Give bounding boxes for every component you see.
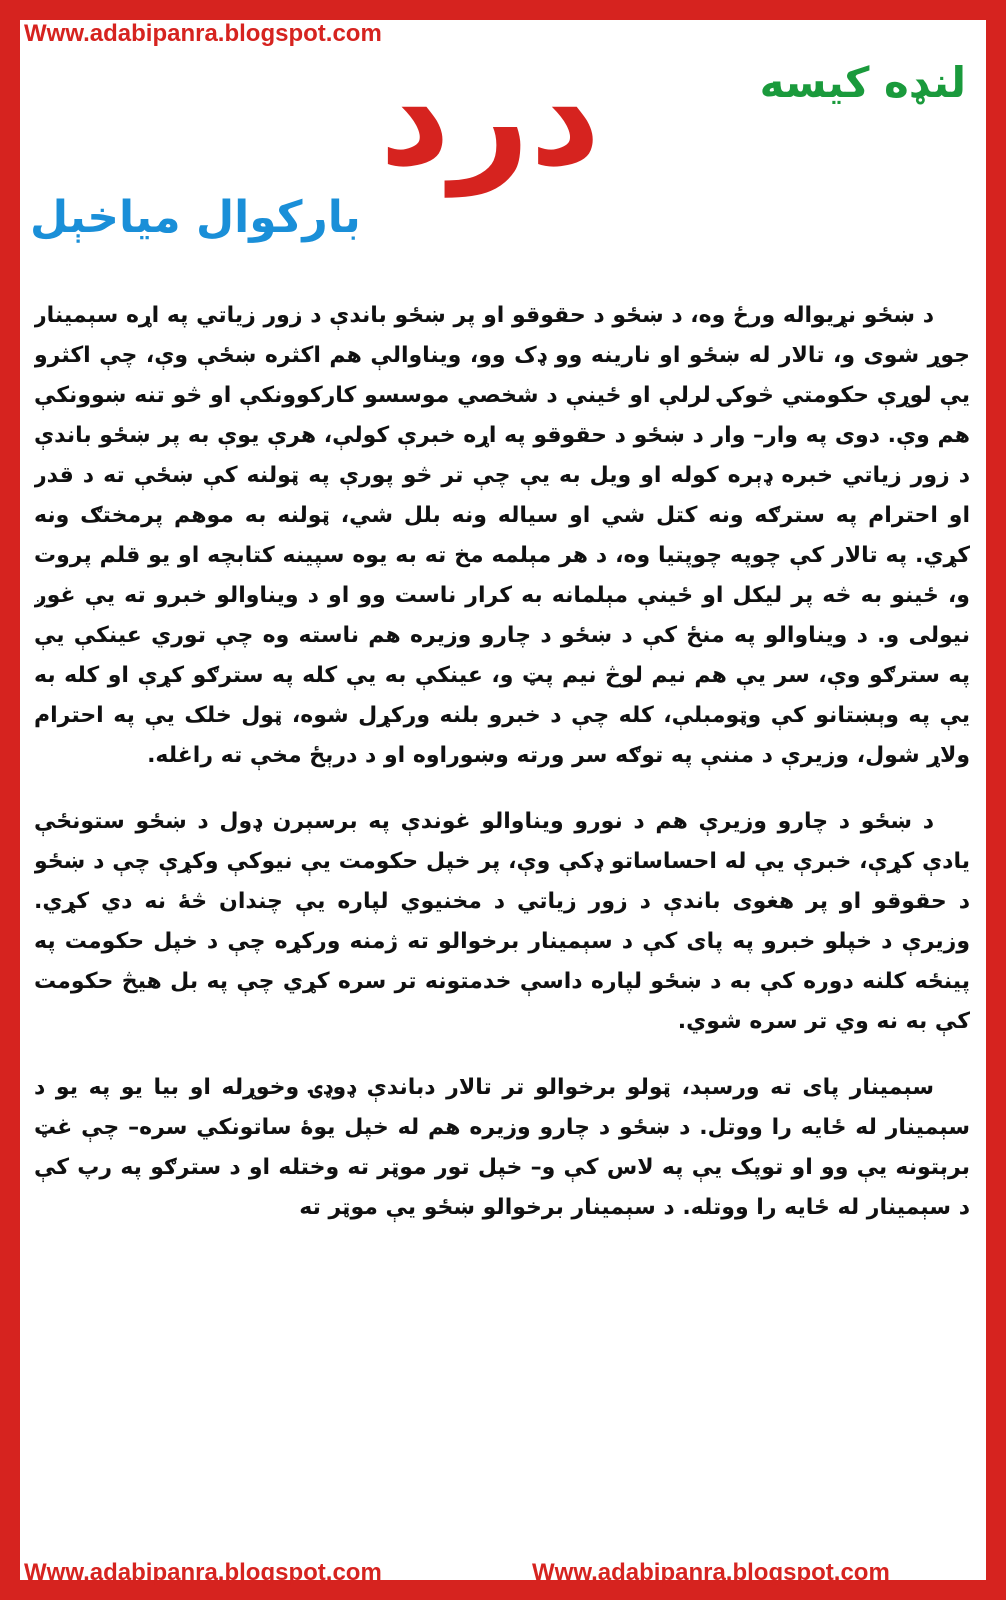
blog-url-bottom-left: Www.adabipanra.blogspot.com	[24, 1559, 382, 1586]
author-name: بارکوال میاخېل	[30, 192, 361, 243]
blog-url-bottom-right: Www.adabipanra.blogspot.com	[532, 1559, 890, 1586]
story-paragraph-1: د ښځو نړیواله ورځ وه، د ښځو د حقوقو او پر ښځو باندې د زور زیاتي په اړه سېمینار جوړ شوی و، تالار له ښځو او نارینه وو ډک وو، ویناوالې هم اکثره ښځې وې، چې اکثرو یې لوړې حکومتي څوکۍ لرلې او ځینې د شخصي موسسو کارکوونکې او څو تنه ښوونکې هم وې. دوی په وار– وار د ښځو د حقوقو په اړه خبرې کولې، هرې یوې به پر ښځو باندې د زور زیاتي خبره ډېره کوله او ویل به یې چې تر څو پورې په ټولنه کې ښځې ته د قدر او احترام په سترګه ونه کتل شي او سیاله ونه بلل شي، ټولنه به موهم پرمختګ ونه کړي. په تالار کې چوپه چوپتیا وه، د هر مېلمه مخ ته به یوه سپینه کتابچه او یو قلم پروت و، ځینو به څه پر لیکل او ځینې مېلمانه به کرار ناست وو او د ویناوالو خبرو ته یې غوږ نیولی و. د ویناوالو په منځ کې د ښځو د چارو وزیره هم ناسته وه چې توري عینکې یې په سترګو وې، سر یې هم نیم لوڅ نیم پټ و، عینکې به یې کله په سترګو کړې او کله به یې په وېښتانو کې وټومبلې، کله چې د خبرو بلنه ورکړل شوه، ټول خلک یې په احترام ولاړ شول، وزیرې د مننې په توګه سر ورته وښوراوه او د درېځ مخې ته راغله.	[34, 303, 970, 768]
story-paragraph-2: د ښځو د چارو وزیرې هم د نورو ویناوالو غوندې په برسېرن ډول د ښځو ستونځې یادې کړې، خبرې یې له احساساتو ډکې وې، پر خپل حکومت یې نیوکې وکړې چې د ښځو د حقوقو او پر هغوی باندې د زور زیاتي د مخنیوي لپاره یې چندان څۀ نه دي کړي. وزیرې د خپلو خبرو په پای کې د سېمینار برخوالو ته ژمنه ورکړه چې د خپل حکومت په پینځه کلنه دوره کې به د ښځو لپاره داسې خدمتونه تر سره کړي چې په بل هیڅ حکومت کې به نه وي تر سره شوي.	[34, 809, 970, 1034]
story-paragraph-3: سېمینار پای ته ورسېد، ټولو برخوالو تر تالار دباندې ډوډۍ وخوړله او بیا یو په یو د سېمینار له ځایه را ووتل. د ښځو د چارو وزیره هم له خپل یوۀ ساتونکي سره– چې غټ برېتونه یې وو او توپک یې په لاس کې و– خپل تور موټر ته وختله او د سترګو په رپ کې د سېمینار له ځایه را ووتله. د سېمینار برخوالو ښځو یې موټر ته	[34, 1075, 970, 1220]
story-body	[34, 296, 970, 1546]
genre-label: لنډه کیسه	[759, 58, 966, 107]
story-title: درد	[379, 36, 601, 197]
blog-url-top: Www.adabipanra.blogspot.com	[24, 20, 382, 47]
